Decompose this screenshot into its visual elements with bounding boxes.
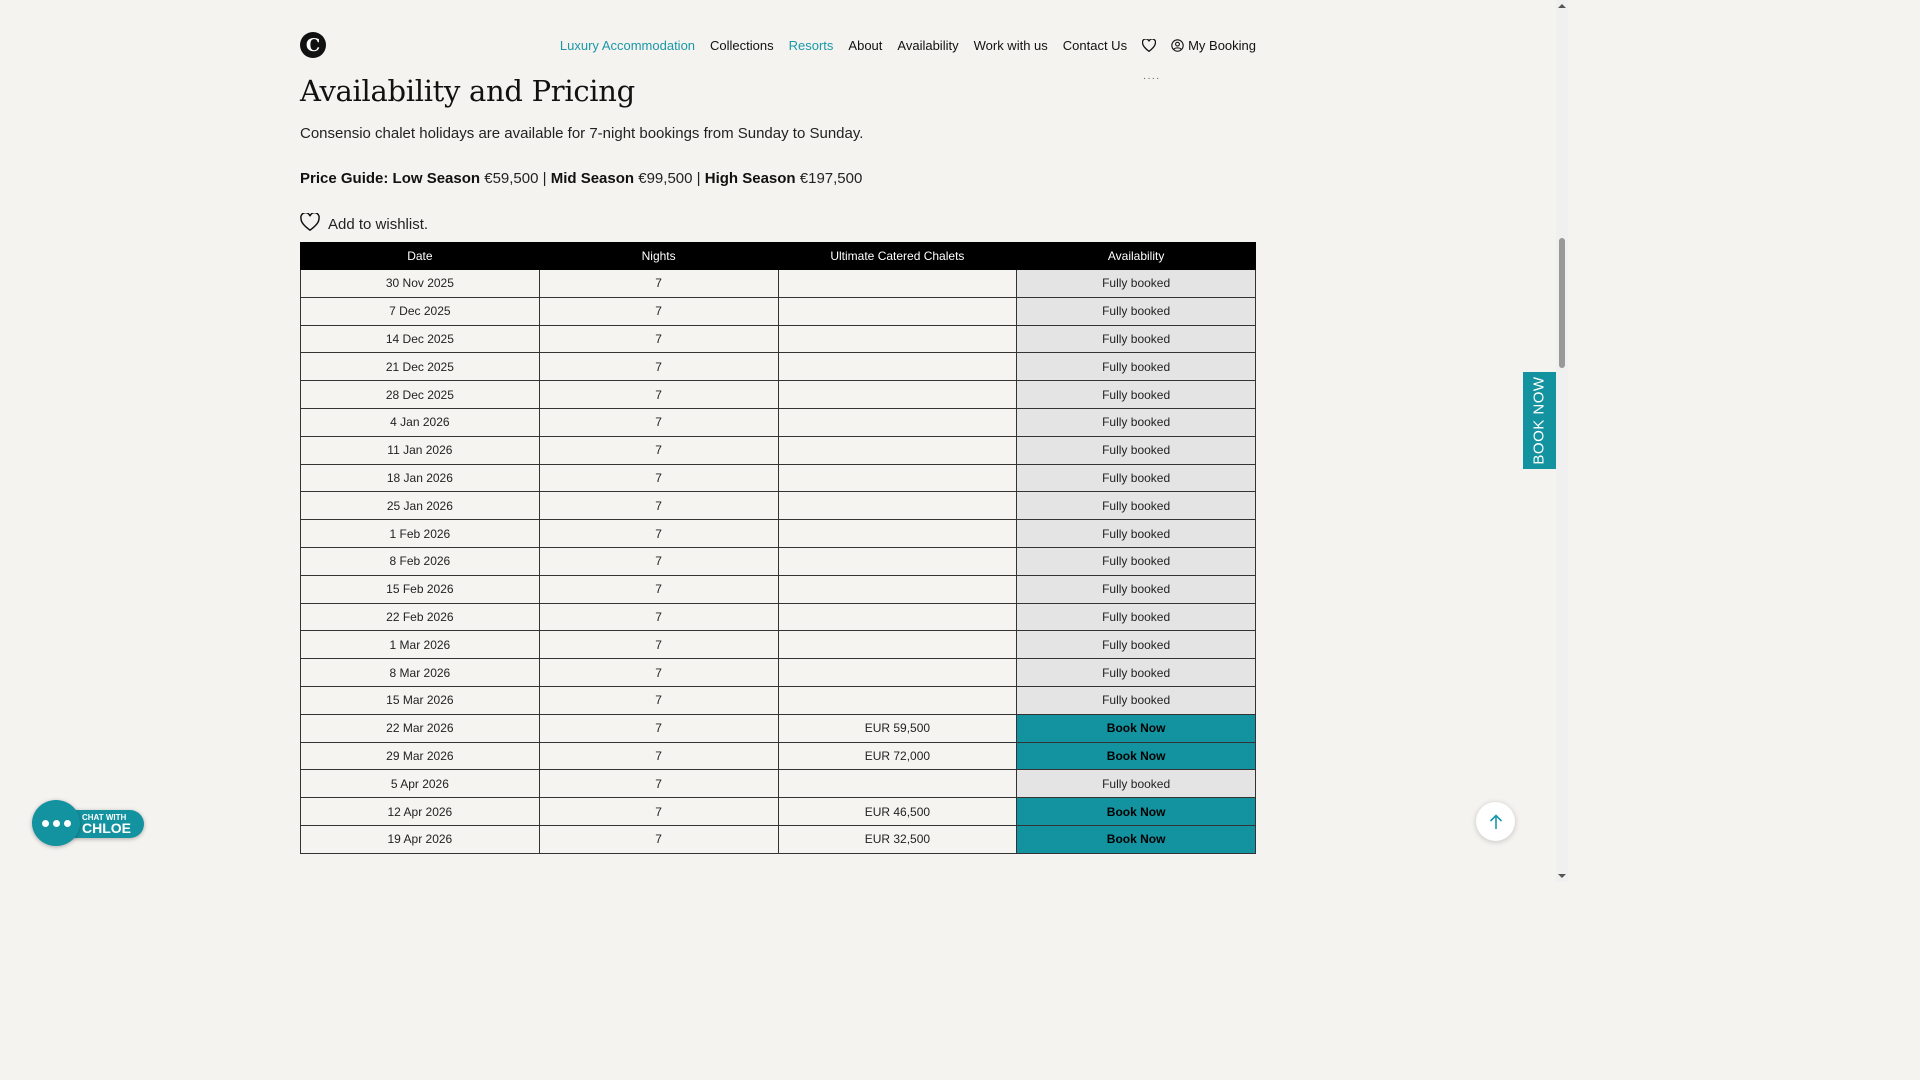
cell-date: 11 Jan 2026 [301,436,540,464]
cell-price [778,436,1017,464]
main-nav [560,38,1256,53]
table-row [301,436,1256,464]
availability-status: Fully booked [1017,297,1256,325]
cell-nights: 7 [539,464,778,492]
cell-nights: 7 [539,408,778,436]
logo-letter: C [305,34,321,56]
cell-price [778,520,1017,548]
table-row [301,408,1256,436]
cell-date: 30 Nov 2025 [301,270,540,298]
cell-nights: 7 [539,520,778,548]
my-booking-link[interactable] [1171,38,1256,53]
availability-status: Fully booked [1017,770,1256,798]
cell-price [778,353,1017,381]
separator: | [696,170,701,187]
book-now-button[interactable]: Book Now [1017,825,1256,853]
availability-status: Fully booked [1017,575,1256,603]
intro-text: Consensio chalet holidays are available for 7-night bookings from Sunday to Sunday. [300,125,864,142]
nav-availability[interactable]: Availability [897,37,959,53]
availability-status: Fully booked [1017,659,1256,687]
book-now-button[interactable]: Book Now [1017,714,1256,742]
cell-price [778,464,1017,492]
cell-date: 5 Apr 2026 [301,770,540,798]
side-book-now-tab[interactable] [1523,372,1556,469]
table-row [301,603,1256,631]
chat-bubble-icon [32,800,80,846]
cell-price [778,770,1017,798]
cell-nights: 7 [539,353,778,381]
cell-price: EUR 59,500 [778,714,1017,742]
book-now-button[interactable]: Book Now [1017,742,1256,770]
scrollbar-thumb[interactable] [1559,238,1565,368]
cell-nights: 7 [539,742,778,770]
cell-date: 12 Apr 2026 [301,798,540,826]
user-circle-icon [1171,39,1184,52]
table-row [301,742,1256,770]
scroll-down-arrow-icon[interactable] [1558,872,1566,880]
cell-date: 14 Dec 2025 [301,325,540,353]
availability-status: Fully booked [1017,603,1256,631]
chat-label-line1: CHAT WITH [82,813,127,822]
cell-nights: 7 [539,770,778,798]
nav-collections[interactable]: Collections [710,37,774,53]
cell-price [778,547,1017,575]
site-header [300,30,1256,60]
availability-status: Fully booked [1017,381,1256,409]
cell-date: 25 Jan 2026 [301,492,540,520]
book-now-button[interactable]: Book Now [1017,798,1256,826]
availability-status: Fully booked [1017,353,1256,381]
availability-status: Fully booked [1017,520,1256,548]
wishlist-label: Add to wishlist. [328,215,429,233]
cell-nights: 7 [539,798,778,826]
cell-nights: 7 [539,659,778,687]
mid-season-label: Mid Season [550,170,635,187]
add-to-wishlist-button[interactable] [300,213,428,235]
cell-price: EUR 46,500 [778,798,1017,826]
cell-date: 19 Apr 2026 [301,825,540,853]
cell-price: EUR 72,000 [778,742,1017,770]
availability-status: Fully booked [1017,686,1256,714]
scroll-up-arrow-icon[interactable] [1558,2,1566,10]
cell-price: EUR 32,500 [778,825,1017,853]
cell-nights: 7 [539,825,778,853]
table-row [301,770,1256,798]
logo[interactable] [300,32,326,58]
cell-price [778,575,1017,603]
side-book-now-label: BOOK NOW [1531,376,1549,465]
separator: | [542,170,547,187]
high-season-value: €197,500 [799,170,863,187]
cell-nights: 7 [539,297,778,325]
cell-date: 22 Mar 2026 [301,714,540,742]
low-season-value: €59,500 [484,170,539,187]
availability-status: Fully booked [1017,464,1256,492]
decorative-dots: ···· [1143,73,1161,84]
availability-status: Fully booked [1017,436,1256,464]
cell-nights: 7 [539,381,778,409]
cell-nights: 7 [539,547,778,575]
availability-status: Fully booked [1017,270,1256,298]
cell-date: 8 Mar 2026 [301,659,540,687]
cell-date: 28 Dec 2025 [301,381,540,409]
table-row [301,659,1256,687]
my-booking-label: My Booking [1188,37,1256,53]
cell-date: 1 Mar 2026 [301,631,540,659]
cell-nights: 7 [539,325,778,353]
table-row [301,464,1256,492]
cell-date: 15 Mar 2026 [301,686,540,714]
cell-date: 7 Dec 2025 [301,297,540,325]
table-row [301,381,1256,409]
table-row [301,798,1256,826]
price-guide [300,170,862,187]
cell-date: 22 Feb 2026 [301,603,540,631]
nav-work-with-us[interactable]: Work with us [973,37,1048,53]
cell-price [778,686,1017,714]
heart-icon[interactable] [1142,39,1156,52]
cell-nights: 7 [539,270,778,298]
cell-date: 15 Feb 2026 [301,575,540,603]
nav-contact-us[interactable]: Contact Us [1062,37,1128,53]
availability-status: Fully booked [1017,408,1256,436]
scroll-to-top-button[interactable] [1476,802,1515,841]
column-header-availability: Availability [1017,243,1256,270]
column-header-date: Date [301,243,540,270]
cell-price [778,631,1017,659]
cell-price [778,381,1017,409]
availability-status: Fully booked [1017,547,1256,575]
table-row [301,575,1256,603]
availability-status: Fully booked [1017,325,1256,353]
cell-nights: 7 [539,631,778,659]
cell-nights: 7 [539,492,778,520]
table-row [301,492,1256,520]
cell-nights: 7 [539,686,778,714]
scrollbar[interactable] [1556,0,1568,882]
cell-price [778,603,1017,631]
cell-date: 18 Jan 2026 [301,464,540,492]
cell-price [778,408,1017,436]
table-row [301,547,1256,575]
table-row [301,520,1256,548]
column-header-chalets: Ultimate Catered Chalets [778,243,1017,270]
availability-table [300,242,1256,854]
nav-resorts[interactable]: Resorts [788,37,834,53]
cell-nights: 7 [539,436,778,464]
cell-nights: 7 [539,575,778,603]
high-season-label: High Season [704,170,796,187]
availability-status: Fully booked [1017,492,1256,520]
cell-date: 29 Mar 2026 [301,742,540,770]
table-row [301,297,1256,325]
table-row [301,686,1256,714]
cell-price [778,325,1017,353]
table-header-row [301,243,1256,270]
cell-price [778,270,1017,298]
table-row [301,825,1256,853]
arrow-up-icon [1489,814,1503,830]
price-guide-prefix: Price Guide: [300,170,389,187]
cell-date: 4 Jan 2026 [301,408,540,436]
cell-date: 1 Feb 2026 [301,520,540,548]
cell-nights: 7 [539,714,778,742]
cell-price [778,659,1017,687]
table-row [301,631,1256,659]
table-row [301,353,1256,381]
table-row [301,325,1256,353]
table-body [301,270,1256,854]
nav-luxury-accommodation[interactable]: Luxury Accommodation [559,37,696,53]
heart-icon [300,213,320,235]
cell-nights: 7 [539,603,778,631]
column-header-nights: Nights [539,243,778,270]
availability-status: Fully booked [1017,631,1256,659]
mid-season-value: €99,500 [638,170,693,187]
table-row [301,270,1256,298]
cell-date: 8 Feb 2026 [301,547,540,575]
chat-label-line2: CHLOE [82,820,131,836]
low-season-label: Low Season [392,170,481,187]
cell-price [778,492,1017,520]
cell-price [778,297,1017,325]
nav-about[interactable]: About [848,37,883,53]
page-title: Availability and Pricing [300,74,635,108]
cell-date: 21 Dec 2025 [301,353,540,381]
chat-widget[interactable] [32,800,144,848]
table-row [301,714,1256,742]
